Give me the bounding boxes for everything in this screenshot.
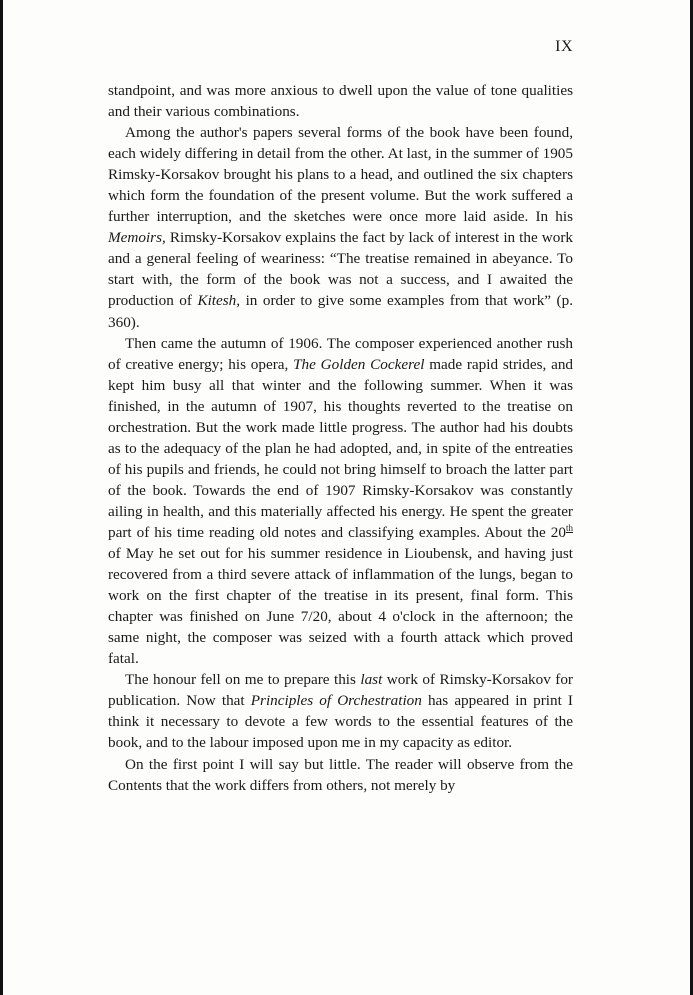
title-kitesh: Kitesh, bbox=[197, 292, 241, 310]
title-golden-cockerel: The Golden Cockerel bbox=[293, 355, 425, 373]
ordinal-suffix: th bbox=[565, 522, 573, 533]
paragraph-authors-papers: Among the author's papers several forms of the book have been found, each widely differing in detail from the other. At last, in the summer of 1905 Rimsky-Korsakov brought his plans to a head, and outlined the six chapters which form the foundation of the present volume. But the work suffered a further interruption, and the sketches were once more laid aside. In his Memoirs, Rimsky-Korsakov explains the fact by lack of interest in the work and a general feeling of weariness: “The treatise remained in abeyance. To start with, the form of the book was not a success, and I awaited the production of Kitesh, in order to give some examples from that work” (p. 360). bbox=[108, 124, 573, 331]
paragraph-autumn-1906: Then came the autumn of 1906. The composer experienced another rush of creative energy; his opera, The Golden Cockerel made rapid strides, and kept him busy all that winter and the following summer. When it was finished, in the autumn of 1907, his thoughts reverted to the treatise on orchestration. But the work made little progress. The author had his doubts as to the adequacy of the plan he had adopted, and, in spite of the entreaties of his pupils and friends, he could not bring himself to broach the latter part of the book. Towards the end of 1907 Rimsky-Korsakov was constantly ailing in health, and this materially affected his energy. He spent the greater part of his time reading old notes and classifying examples. About the 20th of May he set out for his summer residence in Lioubensk, and having just recovered from a third severe attack of inflammation of the lungs, began to work on the first chapter of the treatise in its present, final form. This chapter was finished on June 7/20, about 4 o'clock in the afternoon; the same night, the composer was seized with a fourth attack which proved fatal. bbox=[108, 334, 574, 668]
paragraph-publication: The honour fell on me to prepare this last work of Rimsky-Korsakov for publication. Now that Principles of Orchestration has appeared in print I think it necessary to devote a few words to the essential features of the book, and to the labour imposed upon me in my capacity as editor. bbox=[108, 671, 573, 752]
paragraph-first-point: On the first point I will say but little. The reader will observe from the Contents that the work differs from others, not merely by bbox=[108, 755, 573, 794]
title-memoirs: Memoirs, bbox=[108, 229, 166, 247]
paragraph-continuation: standpoint, and was more anxious to dwell upon the value of tone qualities and their various combinations. bbox=[108, 82, 573, 121]
page-edge-left bbox=[0, 0, 3, 995]
page-number: IX bbox=[555, 38, 573, 55]
emphasis-last: last bbox=[360, 671, 383, 689]
title-principles-of-orchestration: Principles of Orchestration bbox=[250, 692, 422, 710]
body-text bbox=[108, 80, 573, 796]
